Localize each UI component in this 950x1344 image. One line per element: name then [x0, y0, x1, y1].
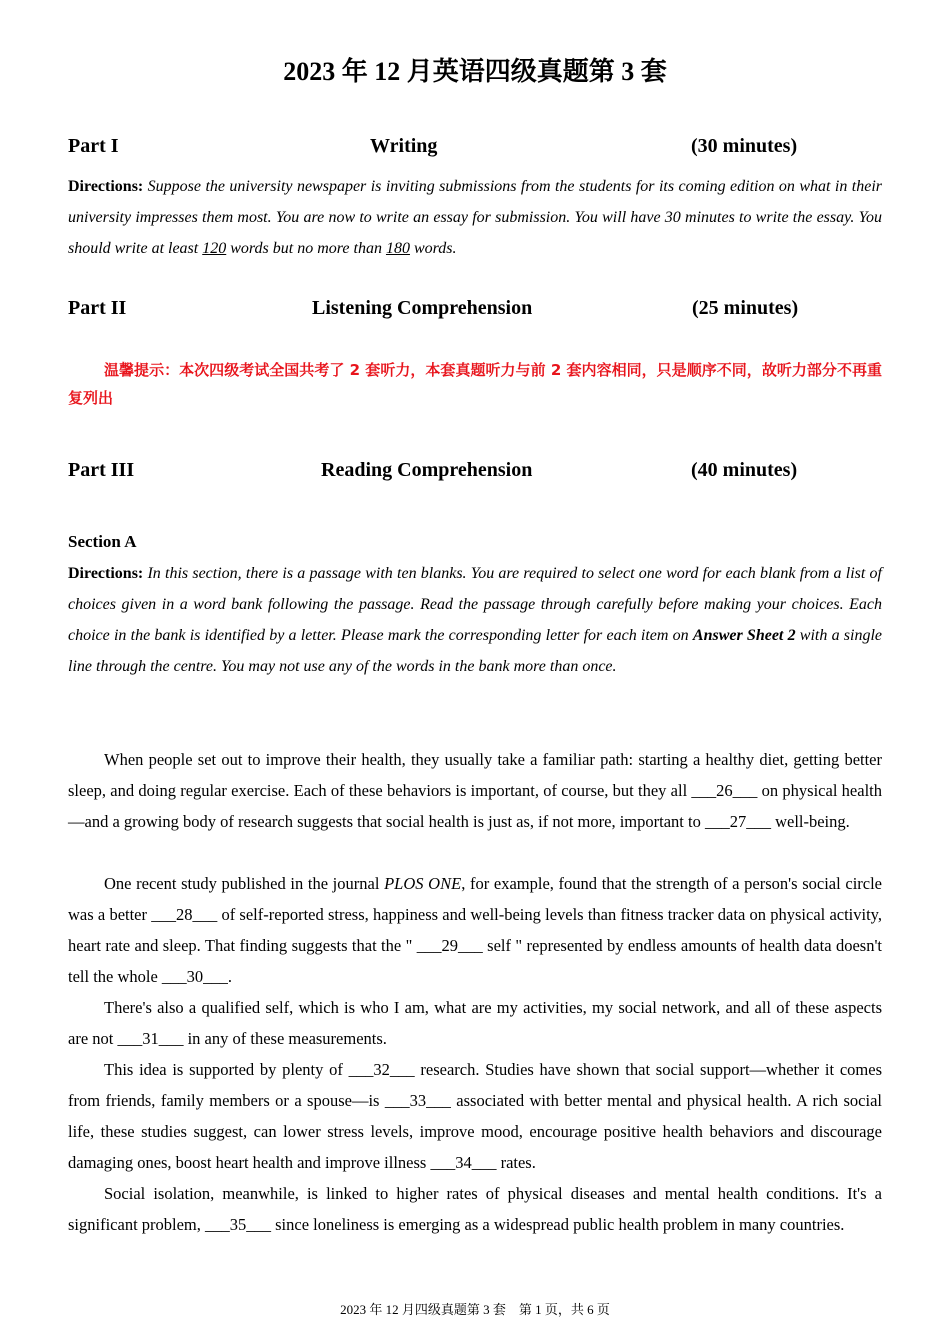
listening-notice: 温馨提示：本次四级考试全国共考了 2 套听力，本套真题听力与前 2 套内容相同，只是顺序不同，故听力部分不再重复列出 [68, 361, 882, 407]
passage-paragraph-1: When people set out to improve their health, they usually take a familiar path: starting a healthy diet, getting better sleep, and doing regular exercise. Each of these behaviors is important, of course, but they all ___26___ on physical health—and a growing body of research suggests that social health is just as, if not more, important to ___27___ well-being. [68, 750, 882, 831]
passage-paragraph-2 [68, 868, 882, 992]
part-2-name: Part II [68, 297, 127, 319]
part-2-header [68, 294, 882, 322]
part-1-header [68, 132, 882, 160]
part-3-name: Part III [68, 459, 135, 481]
part-2-time: (25 minutes) [692, 297, 799, 319]
part-3-subject: Reading Comprehension [321, 459, 533, 481]
part-3-header [68, 456, 882, 484]
section-a-directions-label: Directions: [68, 565, 144, 582]
passage-paragraph-2-b: , for example, found that the strength of a person's social circle was a better ___28___ of self-reported stress, happiness and well-being levels than fitness tracker data on physical activity, heart rate and sleep. That finding suggests that the " ___29___ self " represented by endless amounts of health data doesn't tell the whole ___30___. [68, 874, 882, 986]
answer-sheet-reference: Answer Sheet 2 [692, 627, 796, 644]
passage-paragraph-5: Social isolation, meanwhile, is linked to higher rates of physical diseases and mental health conditions. It's a significant problem, ___35___ since loneliness is emerging as a widespread public health problem in many countries. [68, 1184, 882, 1234]
part-3-time: (40 minutes) [691, 459, 798, 481]
passage-paragraph-2-a: One recent study published in the journal [104, 874, 385, 893]
writing-directions-text-2: words but no more than [226, 240, 386, 257]
journal-name: PLOS ONE [384, 874, 462, 893]
passage-paragraph-3: There's also a qualified self, which is who I am, what are my activities, my social network, and all of these aspects are not ___31___ in any of these measurements. [68, 998, 882, 1048]
section-a-label: Section A [68, 532, 137, 551]
part-1-name: Part I [68, 135, 119, 157]
section-a-directions-text-1: In this section, there is a passage with ten blanks. You are required to select one word for each blank from a list of choices given in a word bank following the passage. Read the passage through carefully before making your choices. Each choice in the bank is identified by a letter. Please mark the corresponding letter for each item on [68, 565, 882, 644]
part-2-subject: Listening Comprehension [312, 297, 533, 319]
page-footer: 2023 年 12 月四级真题第 3 套 第 1 页，共 6 页 [340, 1302, 610, 1317]
writing-directions-text-3: words. [409, 240, 457, 257]
part-1-time: (30 minutes) [691, 135, 798, 157]
writing-directions-label: Directions: [68, 178, 144, 195]
section-a-directions [68, 558, 882, 682]
passage-paragraph-4: This idea is supported by plenty of ___32___ research. Studies have shown that social support—whether it comes from friends, family members or a spouse—is ___33___ associated with better mental and physical health. A rich social life, these studies suggest, can lower stress levels, improve mood, encourage positive health behaviors and discourage damaging ones, boost heart health and improve illness ___34___ rates. [68, 1060, 882, 1172]
writing-min-words: 120 [202, 240, 227, 257]
section-a-directions-text-2: with a single line through the centre. You may not use any of the words in the bank more than once. [68, 627, 883, 675]
writing-directions [68, 171, 882, 264]
part-1-subject: Writing [370, 135, 438, 157]
writing-max-words: 180 [385, 240, 410, 257]
writing-directions-text-1: Suppose the university newspaper is inviting submissions from the students for its coming edition on what in their university impresses them most. You are now to write an essay for submission. You will have 30 minutes to write the essay. You should write at least [68, 178, 882, 257]
page-title: 2023 年 12 月英语四级真题第 3 套 [283, 57, 667, 86]
